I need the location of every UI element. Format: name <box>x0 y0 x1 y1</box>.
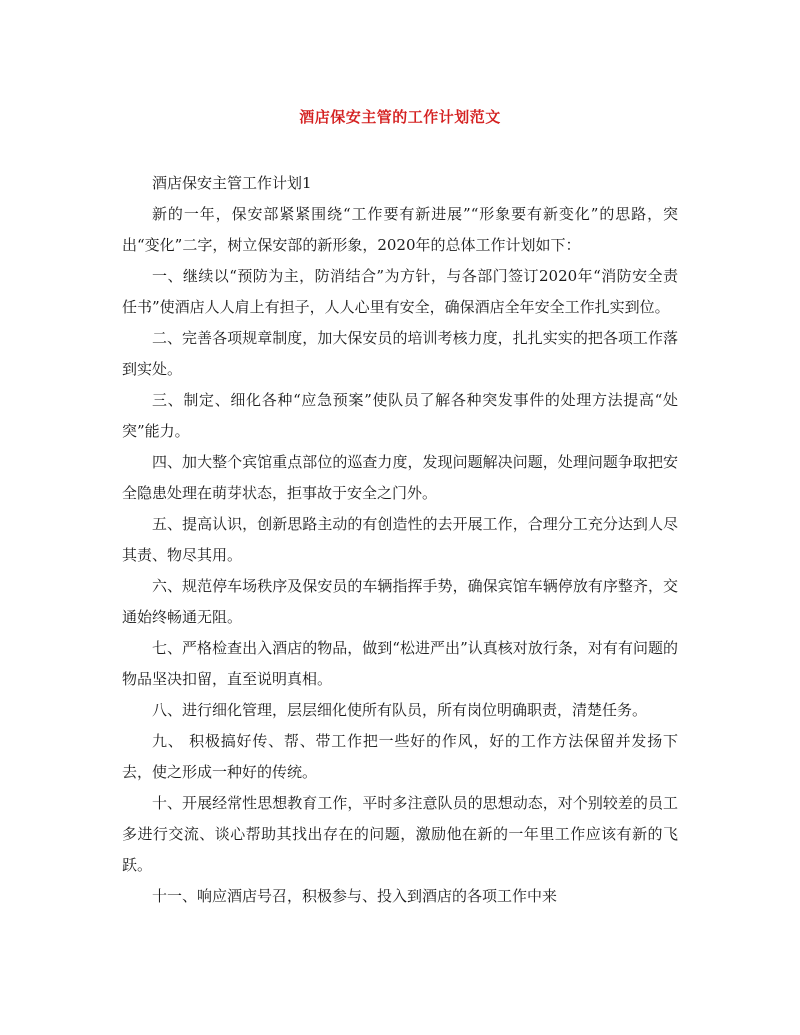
plan-item-2: 二、完善各项规章制度，加大保安员的培训考核力度，扎扎实实的把各项工作落到实处。 <box>122 329 678 378</box>
plan-item-9: 九、 积极搞好传、帮、带工作把一些好的作风，好的工作方法保留并发扬下去，使之形成一种好的传统。 <box>122 732 678 781</box>
plan-item-5: 五、提高认识，创新思路主动的有创造性的去开展工作，合理分工充分达到人尽其责、物尽其用。 <box>122 515 678 564</box>
plan-item-7: 七、严格检查出入酒店的物品，做到“松进严出”认真核对放行条，对有有问题的物品坚决扣留，直至说明真相。 <box>122 639 678 688</box>
plan-item-4: 四、加大整个宾馆重点部位的巡查力度，发现问题解决问题，处理问题争取把安全隐患处理在萌芽状态，拒事故于安全之门外。 <box>122 453 678 502</box>
plan-item-11: 十一、响应酒店号召，积极参与、投入到酒店的各项工作中来 <box>152 887 558 905</box>
plan-item-8: 八、进行细化管理，层层细化使所有队员，所有岗位明确职责，清楚任务。 <box>152 701 648 719</box>
document-body <box>122 168 678 912</box>
page-title: 酒店保安主管的工作计划范文 <box>299 108 501 126</box>
plan-item-10: 十、开展经常性思想教育工作，平时多注意队员的思想动态，对个别较差的员工多进行交流、谈心帮助其找出存在的问题，激励他在新的一年里工作应该有新的飞跃。 <box>122 794 678 874</box>
plan-item-6: 六、规范停车场秩序及保安员的车辆指挥手势，确保宾馆车辆停放有序整齐，交通始终畅通无阻。 <box>122 577 678 626</box>
plan-item-3: 三、制定、细化各种“应急预案”使队员了解各种突发事件的处理方法提高“处突”能力。 <box>122 391 678 440</box>
plan-item-1: 一、继续以“预防为主，防消结合”为方针，与各部门签订2020年“消防安全责任书”使酒店人人肩上有担子，人人心里有安全，确保酒店全年安全工作扎实到位。 <box>122 267 678 316</box>
section-heading: 酒店保安主管工作计划1 <box>152 174 312 192</box>
intro-paragraph: 新的一年，保安部紧紧围绕“工作要有新进展”“形象要有新变化”的思路，突出“变化”二字，树立保安部的新形象，2020年的总体工作计划如下： <box>122 205 678 254</box>
